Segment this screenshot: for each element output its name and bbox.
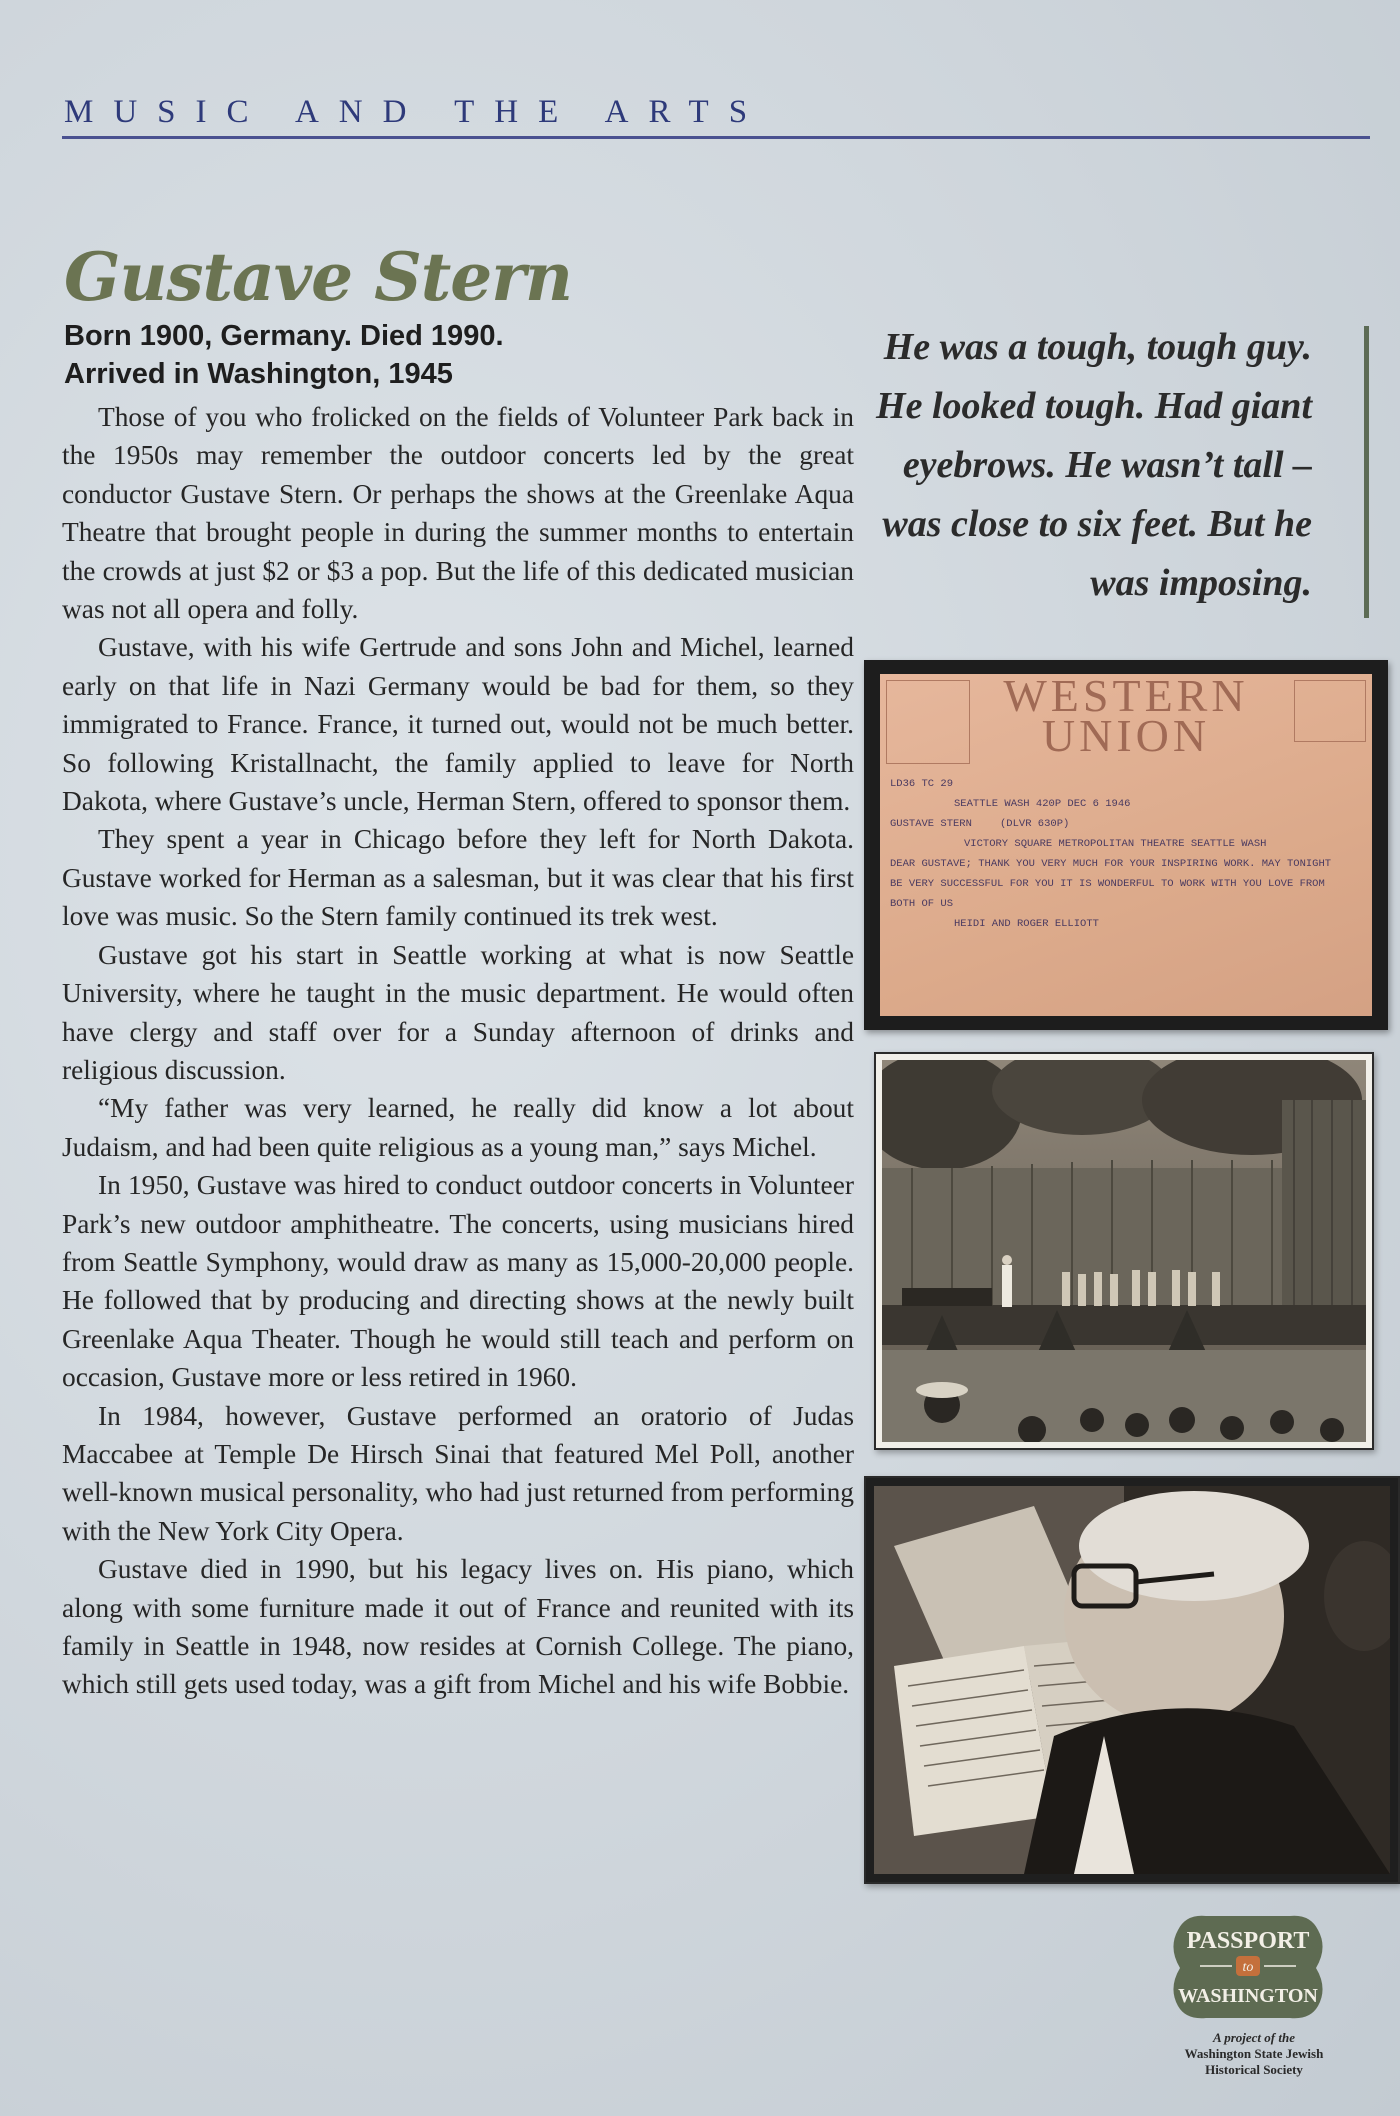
logo-line-washington: WASHINGTON bbox=[1178, 1985, 1318, 2007]
logo-caption bbox=[1164, 2030, 1344, 2078]
logo-caption-line: A project of the bbox=[1213, 2030, 1295, 2045]
arrived-line: Arrived in Washington, 1945 bbox=[64, 358, 453, 390]
telegram-image bbox=[880, 670, 1372, 1016]
western-union-logo bbox=[880, 670, 1372, 761]
born-died-line: Born 1900, Germany. Died 1990. bbox=[64, 320, 504, 352]
paragraph: “My father was very learned, he really did know a lot about Judaism, and had been quite religious as a young man,” says Michel. bbox=[62, 1093, 854, 1162]
article-body bbox=[62, 398, 854, 1704]
passport-to-washington-logo bbox=[1166, 1908, 1330, 2026]
telegram-to-note: (DLVR 630P) bbox=[1000, 818, 1070, 830]
paragraph: Those of you who frolicked on the fields of Volunteer Park back in the 1950s may remember the outdoor concerts led by the great conductor Gustave Stern. Or perhaps the shows at the Greenlake Aqua Theatre that brought people in during the summer months to entertain the crowds at just $2 or $3 a pop. But the life of this dedicated musician was not all opera and folly. bbox=[62, 402, 854, 625]
section-header: MUSIC AND THE ARTS bbox=[64, 94, 768, 130]
logo-line-western: WESTERN bbox=[1003, 670, 1249, 721]
logo-line-passport: PASSPORT bbox=[1186, 1928, 1310, 1954]
telegram-message-line: BE VERY SUCCESSFUL FOR YOU IT IS WONDERFUL TO WORK WITH YOU LOVE FROM bbox=[890, 878, 1325, 890]
paragraph: In 1984, however, Gustave performed an oratorio of Judas Maccabee at Temple De Hirsch Sinai that featured Mel Poll, another well-known musical personality, who had just returned from performing with the New York City Opera. bbox=[62, 1400, 854, 1546]
conductor-photo bbox=[874, 1486, 1390, 1874]
paragraph: They spent a year in Chicago before they left for North Dakota. Gustave worked for Herman as a salesman, but it was clear that his first love was music. So the Stern family continued its trek west. bbox=[62, 824, 854, 932]
profile-name: Gustave Stern bbox=[64, 238, 572, 316]
logo-line-to: to bbox=[1242, 1960, 1254, 1975]
logo-line-union: UNION bbox=[1041, 710, 1211, 761]
telegram-frame bbox=[864, 660, 1388, 1030]
concert-photo bbox=[882, 1060, 1366, 1442]
paragraph: Gustave, with his wife Gertrude and sons John and Michel, learned early on that life in Nazi Germany would be bad for them, so they immigrated to France. France, it turned out, would not be much better. So following Kristallnacht, the family applied to leave for North Dakota, where Gustave’s uncle, Herman Stern, offered to sponsor them. bbox=[62, 632, 854, 817]
pull-quote: He was a tough, tough guy. He looked tough. Had giant eyebrows. He wasn’t tall – was close to six feet. But he was imposing. bbox=[876, 326, 1312, 604]
logo-caption-line: Washington State Jewish bbox=[1184, 2046, 1324, 2061]
paragraph: In 1950, Gustave was hired to conduct outdoor concerts in Volunteer Park’s new outdoor amphitheatre. The concerts, using musicians hired from Seattle Symphony, would draw as many as 15,000-20,000 people. He followed that by producing and directing shows at the newly built Greenlake Aqua Theater. Though he would still teach and perform on occasion, Gustave more or less retired in 1960. bbox=[62, 1170, 854, 1393]
header-rule bbox=[62, 136, 1370, 139]
telegram-address: VICTORY SQUARE METROPOLITAN THEATRE SEATTLE WASH bbox=[964, 838, 1267, 850]
telegram-to: GUSTAVE STERN bbox=[890, 818, 972, 830]
telegram-message-line: BOTH OF US bbox=[890, 898, 954, 910]
logo-caption-line: Historical Society bbox=[1205, 2062, 1303, 2077]
paragraph: Gustave got his start in Seattle working at what is now Seattle University, where he taught in the music department. He would often have clergy and staff over for a Sunday afternoon of drinks and religious discussion. bbox=[62, 939, 854, 1085]
telegram-message-line: DEAR GUSTAVE; THANK YOU VERY MUCH FOR YOUR INSPIRING WORK. MAY TONIGHT bbox=[890, 858, 1332, 870]
telegram-signature: HEIDI AND ROGER ELLIOTT bbox=[954, 918, 1099, 930]
conductor-photo-frame bbox=[864, 1476, 1400, 1884]
quote-bar bbox=[1364, 326, 1369, 618]
concert-photo-frame bbox=[874, 1052, 1374, 1450]
telegram-code: LD36 TC 29 bbox=[890, 778, 954, 790]
telegram-origin: SEATTLE WASH 420P DEC 6 1946 bbox=[954, 798, 1131, 810]
paragraph: Gustave died in 1990, but his legacy lives on. His piano, which along with some furniture made it out of France and reunited with its family in Seattle in 1948, now resides at Cornish College. The piano, which still gets used today, was a gift from Michel and his wife Bobbie. bbox=[62, 1554, 854, 1700]
